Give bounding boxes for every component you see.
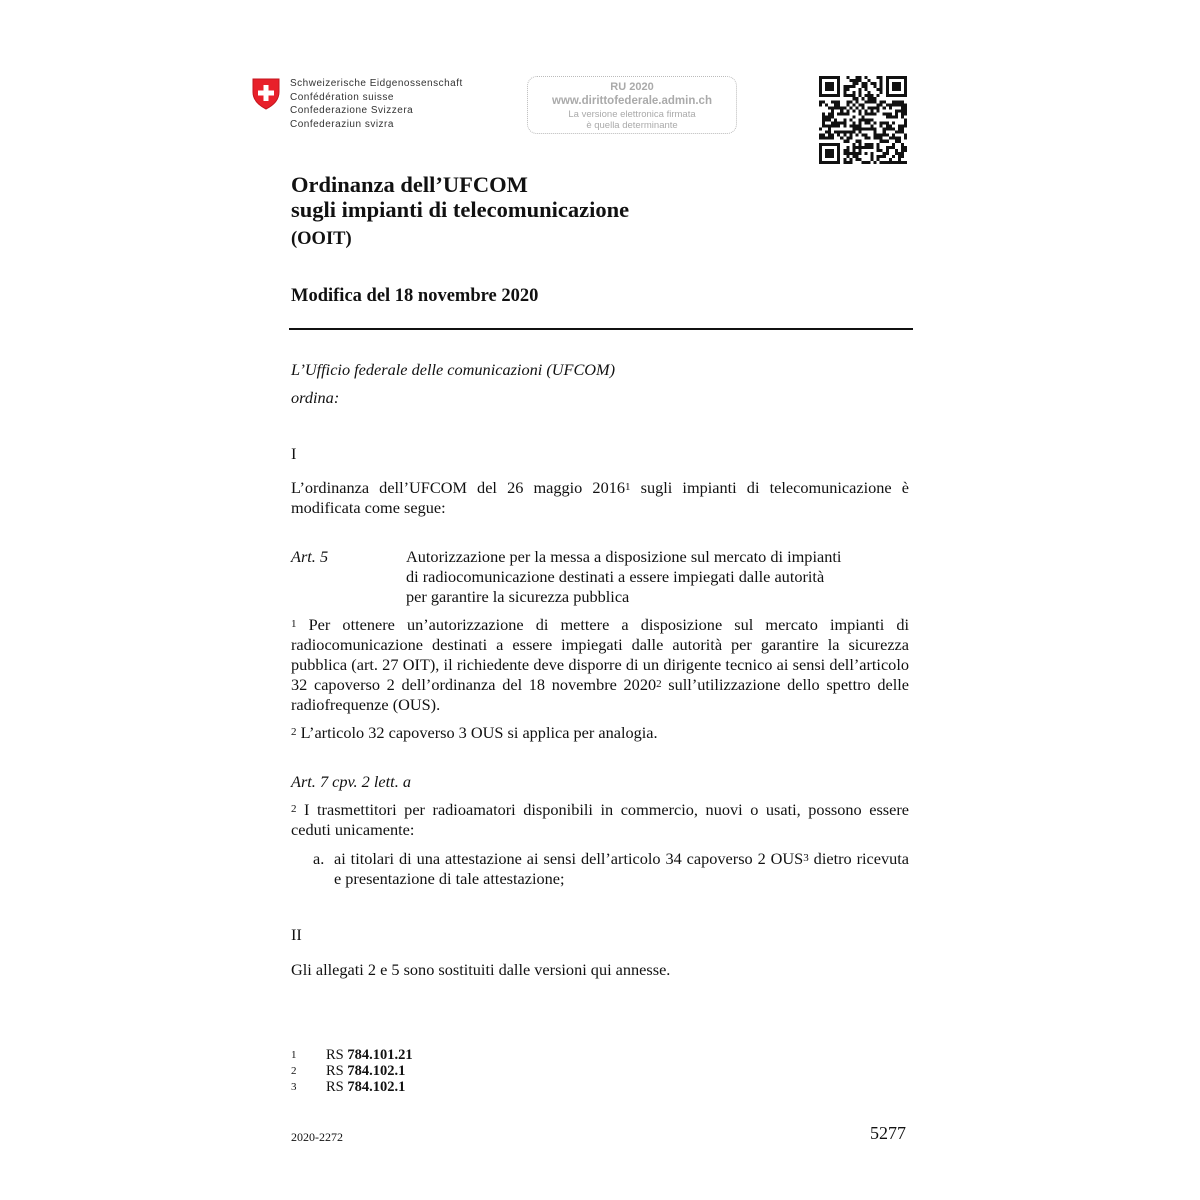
section-numeral-2: II [291, 925, 302, 944]
section-numeral-1: I [291, 444, 297, 463]
confederation-names [290, 77, 463, 131]
paragraph-number: 2 [291, 803, 297, 815]
article-5-paragraph-1 [291, 615, 909, 715]
title-line-1: Ordinanza dell’UFCOM [291, 172, 528, 197]
section-2-text: Gli allegati 2 e 5 sono sostituiti dalle versioni qui annesse. [291, 960, 671, 979]
title-divider [289, 328, 913, 330]
footnote-ref-3: 3 [803, 852, 809, 864]
confederation-line-it: Confederazione Svizzera [290, 105, 414, 116]
footnote-ref-1: 1 [625, 481, 631, 493]
article-7-paragraph-2 [291, 800, 909, 840]
modification-date: Modifica del 18 novembre 2020 [291, 286, 539, 306]
footnote-3 [291, 1079, 405, 1095]
intro-text-a: L’ordinanza dell’UFCOM del 26 maggio 2016 [291, 478, 625, 497]
official-publication-stamp [527, 76, 737, 134]
footnote-number: 2 [291, 1065, 297, 1077]
item-a-text-a: ai titolari di una attestazione ai sensi dell’articolo 34 capoverso 2 OUS [334, 849, 804, 868]
article-5-heading [406, 547, 906, 607]
article-7-p-text: I trasmettitori per radioamatori disponibili in commercio, nuovi o usati, possono essere ceduti unicamente: [291, 800, 909, 839]
article-5-p1-text-b: sull’utilizzazione dello spettro delle radiofrequenze (OUS). [291, 675, 909, 714]
qr-code-icon [819, 76, 907, 164]
stamp-collection: RU 2020 [610, 81, 654, 93]
section-1-intro [291, 478, 909, 518]
document-title [291, 172, 629, 222]
article-5-heading-line-3: per garantire la sicurezza pubblica [406, 587, 630, 606]
item-a-text-b: dietro ricevuta e presentazione di tale attestazione; [334, 849, 910, 888]
page-number: 5277 [870, 1123, 906, 1143]
footnote-ref: 784.102.1 [347, 1079, 406, 1095]
stamp-note-line1: La versione elettronica firmata [568, 109, 696, 120]
article-7-label: Art. 7 cpv. 2 lett. a [291, 772, 411, 791]
footnote-prefix: RS [326, 1063, 348, 1079]
footnote-prefix: RS [326, 1047, 348, 1063]
ordains: ordina: [291, 388, 340, 407]
footnote-ref-2: 2 [656, 678, 662, 690]
title-abbreviation: (OOIT) [291, 229, 352, 249]
footnote-ref: 784.101.21 [347, 1047, 413, 1063]
article-5-heading-line-2: di radiocomunicazione destinati a essere impiegati dalle autorità [406, 567, 825, 586]
document-number: 2020-2272 [291, 1130, 343, 1144]
title-line-2: sugli impianti di telecomunicazione [291, 197, 630, 222]
issuing-authority: L’Ufficio federale delle comunicazioni (UFCOM) [291, 360, 616, 379]
intro-text-b: sugli impianti di telecomunicazione è modificata come segue: [291, 478, 909, 517]
footnote-2 [291, 1063, 405, 1079]
confederation-line-rm: Confederaziun svizra [290, 118, 394, 130]
footnote-ref: 784.102.1 [347, 1063, 406, 1079]
article-5-heading-line-1: Autorizzazione per la messa a disposizione sul mercato di impianti [406, 547, 842, 566]
stamp-url: www.dirittofederale.admin.ch [552, 95, 712, 107]
swiss-crest-icon [252, 78, 280, 110]
list-item-letter: a. [313, 849, 325, 868]
paragraph-number: 1 [291, 618, 297, 630]
article-5-label: Art. 5 [291, 547, 329, 566]
confederation-line-fr: Confédération suisse [290, 91, 394, 103]
article-7-item-a [334, 849, 909, 889]
footnote-number: 1 [291, 1049, 297, 1061]
article-5-p2-text: L’articolo 32 capoverso 3 OUS si applica per analogia. [296, 723, 658, 742]
footnote-prefix: RS [326, 1079, 348, 1095]
confederation-line-de: Schweizerische Eidgenossenschaft [290, 78, 463, 89]
footnote-number: 3 [291, 1081, 297, 1093]
footnote-1 [291, 1047, 413, 1063]
stamp-note-line2: è quella determinante [586, 120, 678, 131]
article-5-paragraph-2 [291, 723, 909, 743]
paragraph-number: 2 [291, 726, 297, 738]
article-5-p1-text-a: Per ottenere un’autorizzazione di mettere a disposizione sul mercato impianti di radiocomunicazione destinati a essere impiegati dalle autorità per garantire la sicurezza pubblica (art. 27 OIT), il richiedente deve disporre di un dirigente tecnico ai sensi dell’articolo 32 capoverso 2 dell’ordinanza del 18 novembre 2020 [291, 615, 909, 694]
